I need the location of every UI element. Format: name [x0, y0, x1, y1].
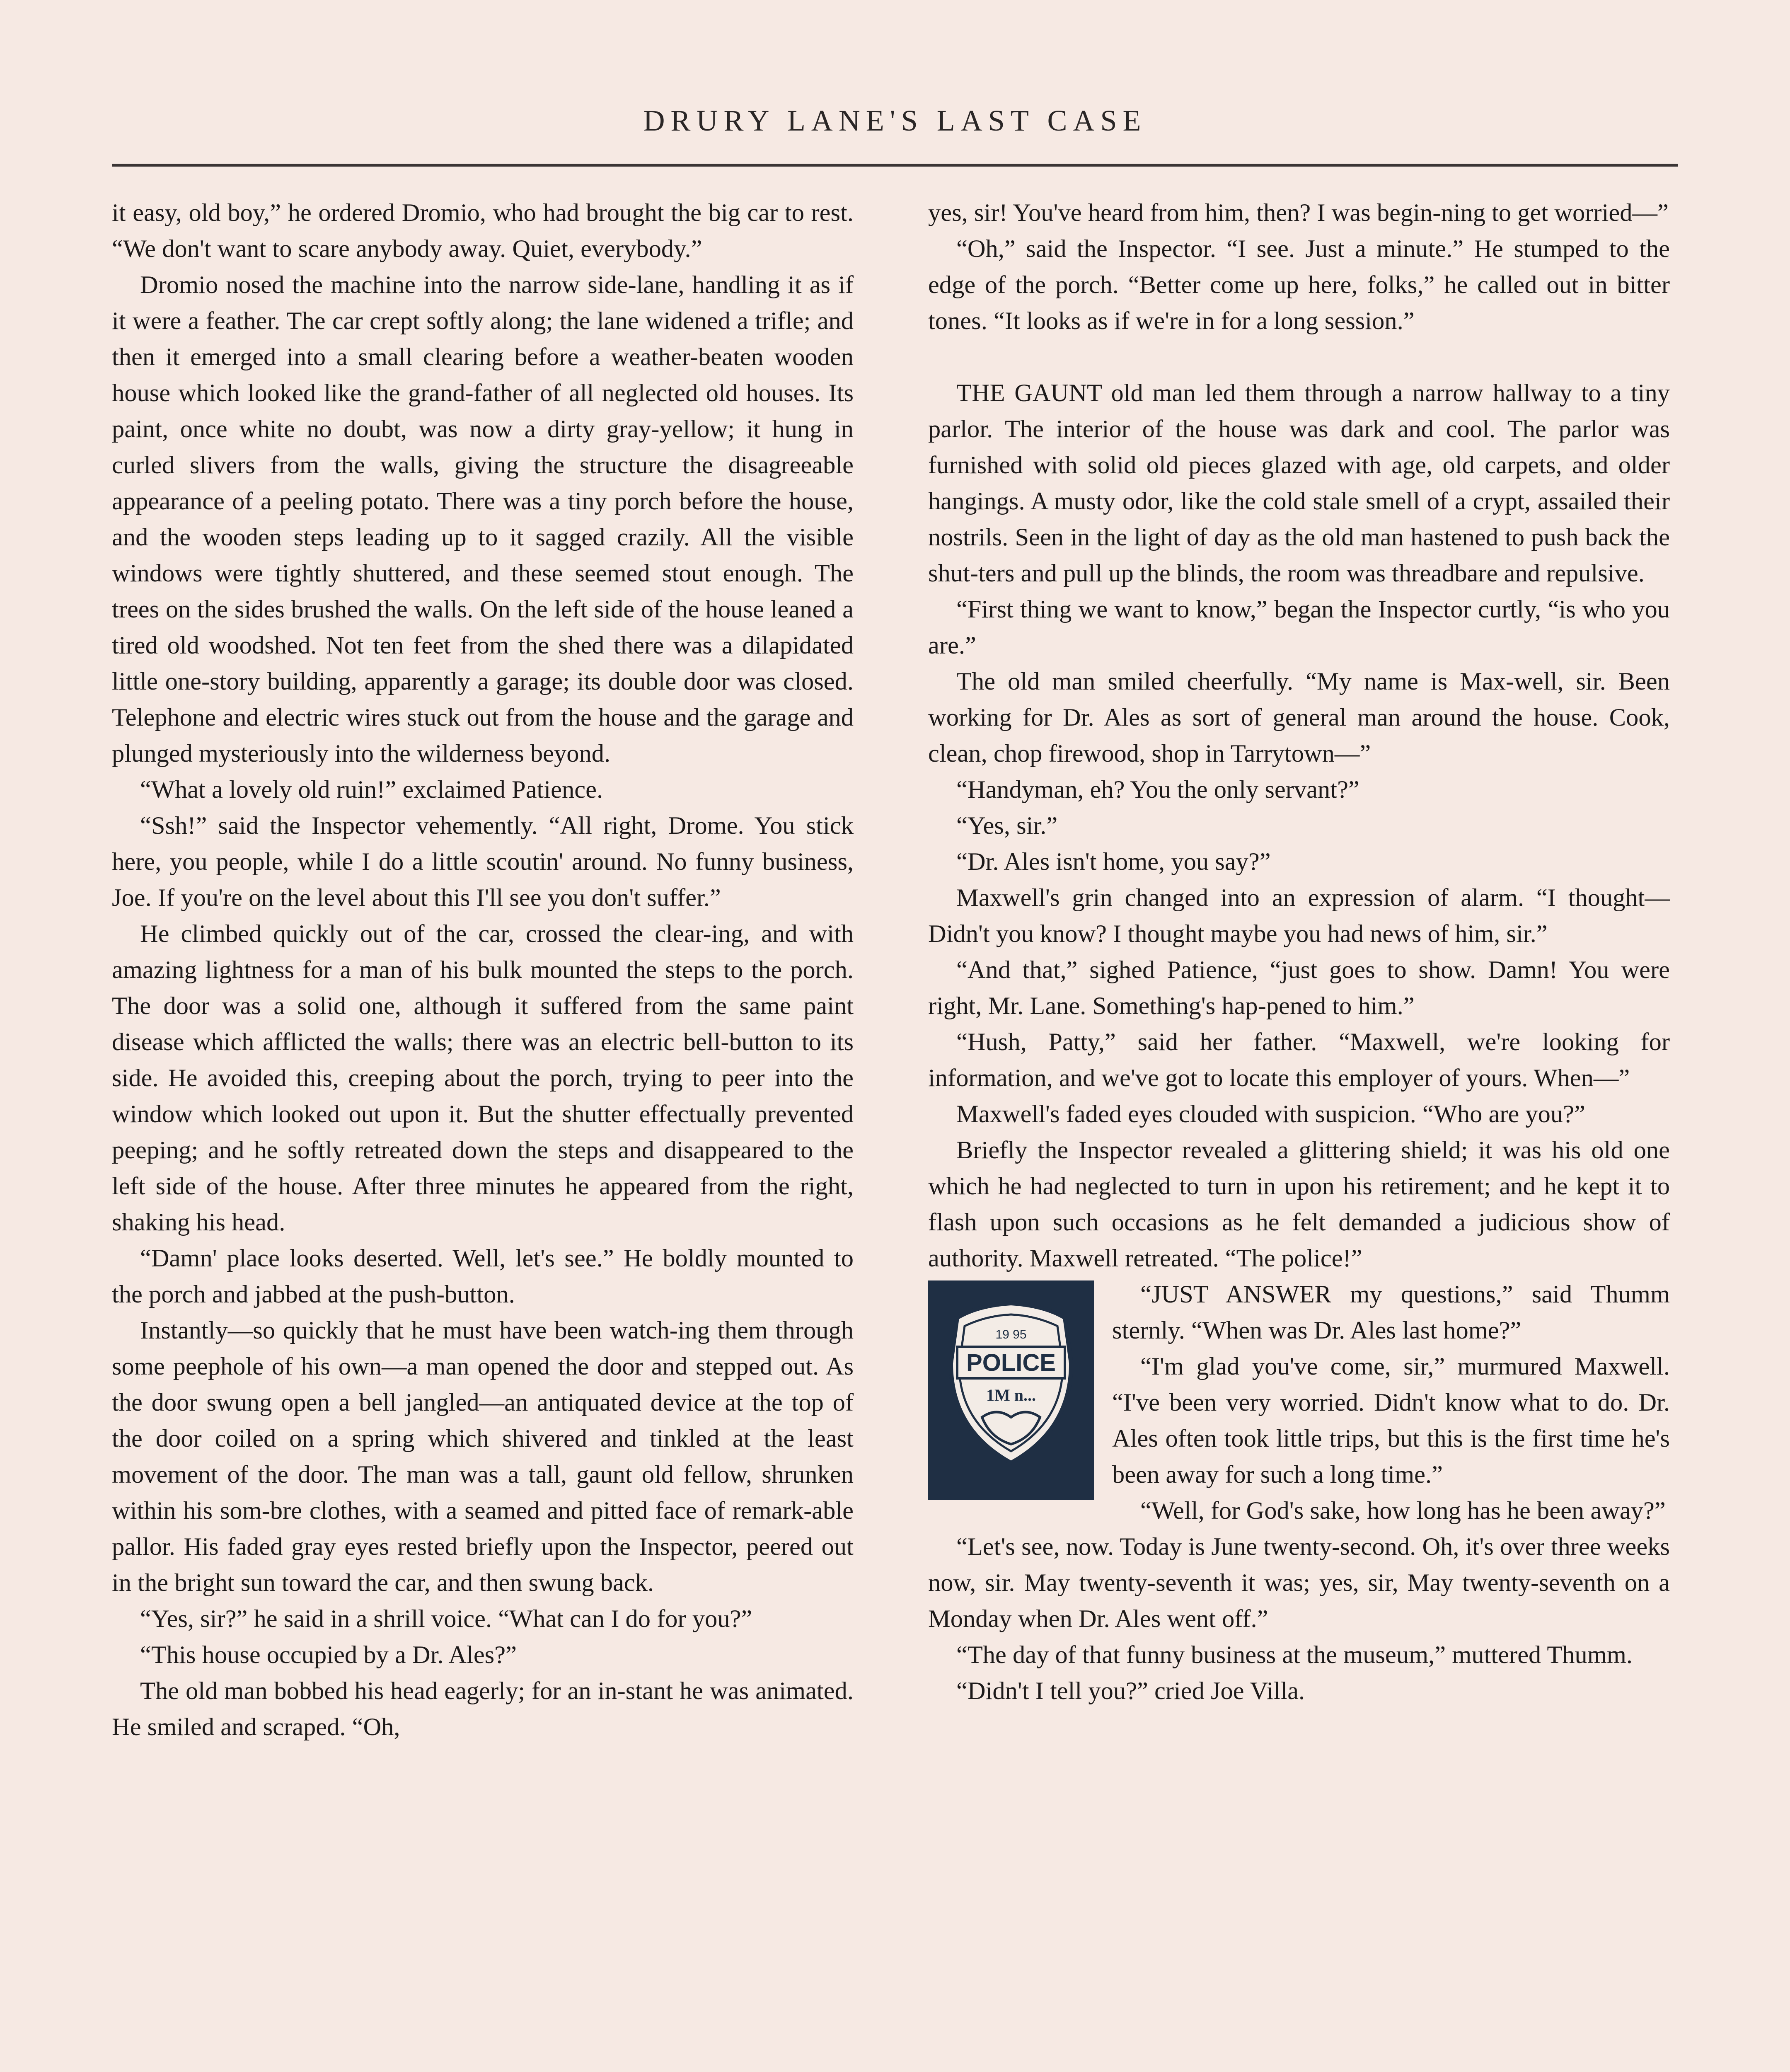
paragraph: Briefly the Inspector revealed a glittering shield; it was his old one which he had neglected to turn in upon his retirement; and he kept it to flash upon such occasions as he felt demanded a judicious show of authority. Maxwell retreated. “The police!”	[928, 1136, 1670, 1272]
paragraph: it easy, old boy,” he ordered Dromio, who had brought the big car to rest. “We don't want to scare anybody away. Quiet, everybody.”	[112, 199, 854, 263]
paragraph: “Didn't I tell you?” cried Joe Villa.	[956, 1677, 1305, 1705]
paragraph: He climbed quickly out of the car, crossed the clear-ing, and with amazing lightness for a man of his bulk mounted the steps to the porch. The door was a solid one, although it suffered from the same paint disease which afflicted the walls; there was an electric bell-button to its side. He avoided this, creeping about the porch, trying to peer into the window which looked out upon it. But the shutter effectually prevented peeping; and he softly retreated down the steps and disappeared to the left side of the house. After three minutes he appeared from the right, shaking his head.	[112, 920, 854, 1236]
paragraph: Instantly—so quickly that he must have been watch-ing them through some peephole of his own—a man opened the door and stepped out. As the door swung open a bell jangled—an antiquated device at the top of the door coiled on a spring which shivered and tinkled at the least movement of the door. The man was a tall, gaunt old fellow, shrunken within his som-bre clothes, with a seamed and pitted face of remark-able pallor. His faded gray eyes rested briefly upon the Inspector, peered out in the bright sun toward the car, and then swung back.	[112, 1317, 854, 1597]
badge-police-text: POLICE	[966, 1349, 1056, 1376]
paragraph: “The day of that funny business at the museum,” muttered Thumm.	[956, 1641, 1633, 1669]
paragraph: “What a lovely old ruin!” exclaimed Patience.	[140, 776, 603, 804]
paragraph: Dromio nosed the machine into the narrow side-lane, handling it as if it were a feather. The car crept softly along; the lane widened a trifle; and then it emerged into a small clearing before a weather-beaten wooden house which looked like the grand-father of all neglected old houses. Its paint, once white no doubt, was now a dirty gray-yellow; it hung in curled slivers from the walls, giving the structure the disagreeable appearance of a peeling potato. There was a tiny porch before the house, and the wooden steps leading up to it sagged crazily. All the visible windows were tightly shuttered, and these seemed stout enough. The trees on the sides brushed the walls. On the left side of the house leaned a tired old woodshed. Not ten feet from the shed there was a dilapidated little one-story building, apparently a garage; its double door was closed. Telephone and electric wires stuck out from the house and the garage and plunged mysteriously into the wilderness beyond.	[112, 271, 854, 767]
paragraph: Maxwell's faded eyes clouded with suspicion. “Who are you?”	[956, 1100, 1585, 1128]
paragraph: The old man bobbed his head eagerly; for an in-stant he was animated. He smiled and scraped. “Oh,	[112, 1677, 854, 1741]
paragraph: “Let's see, now. Today is June twenty-second. Oh, it's over three weeks now, sir. May twenty-seventh it was; yes, sir, May twenty-seventh on a Monday when Dr. Ales went off.”	[928, 1533, 1670, 1633]
paragraph: “Ssh!” said the Inspector vehemently. “All right, Drome. You stick here, you people, while I do a little scoutin' around. No funny business, Joe. If you're on the level about this I'll see you don't suffer.”	[112, 812, 854, 912]
paragraph: “I'm glad you've come, sir,” murmured Maxwell. “I've been very worried. Didn't know what to do. Dr. Ales often took little trips, but this is the first time he's been away for such a long time.”	[1112, 1353, 1670, 1489]
left-column	[112, 195, 854, 1745]
police-badge-illustration	[928, 1280, 1094, 1500]
running-head: DRURY LANE'S LAST CASE	[643, 104, 1147, 137]
paragraph: The old man smiled cheerfully. “My name is Max-well, sir. Been working for Dr. Ales as sort of general man around the house. Cook, clean, chop firewood, shop in Tarrytown—”	[928, 668, 1670, 767]
paragraph: “Well, for God's sake, how long has he been away?”	[1140, 1497, 1666, 1525]
paragraph: “And that,” sighed Patience, “just goes to show. Damn! You were right, Mr. Lane. Something's hap-pened to him.”	[928, 956, 1670, 1020]
paragraph: “Handyman, eh? You the only servant?”	[956, 776, 1359, 804]
paragraph: “Oh,” said the Inspector. “I see. Just a minute.” He stumped to the edge of the porch. “Better come up here, folks,” he called out in bitter tones. “It looks as if we're in for a long session.”	[928, 235, 1670, 335]
paragraph: “Yes, sir?” he said in a shrill voice. “What can I do for you?”	[140, 1605, 752, 1633]
right-column	[928, 195, 1670, 1709]
paragraph: “Dr. Ales isn't home, you say?”	[956, 848, 1271, 876]
police-badge-icon	[928, 1280, 1094, 1500]
paragraph: “JUST ANSWER my questions,” said Thumm sternly. “When was Dr. Ales last home?”	[1112, 1280, 1670, 1344]
badge-top-text: 19 95	[995, 1328, 1027, 1341]
paragraph: “Yes, sir.”	[956, 812, 1058, 840]
header-rule	[112, 164, 1678, 167]
paragraph: “First thing we want to know,” began the Inspector curtly, “is who you are.”	[928, 595, 1670, 659]
paragraph: yes, sir! You've heard from him, then? I was begin-ning to get worried—”	[928, 199, 1669, 227]
paragraph: Maxwell's grin changed into an expression of alarm. “I thought— Didn't you know? I thought maybe you had news of him, sir.”	[928, 884, 1670, 948]
paragraph: “Hush, Patty,” said her father. “Maxwell, we're looking for information, and we've got to locate this employer of yours. When—”	[928, 1028, 1670, 1092]
badge-number-text: 1M n...	[986, 1386, 1036, 1404]
paragraph: “This house occupied by a Dr. Ales?”	[140, 1641, 517, 1669]
paragraph: “Damn' place looks deserted. Well, let's see.” He boldly mounted to the porch and jabbed at the push-button.	[112, 1244, 854, 1308]
section-paragraph: THE GAUNT old man led them through a narrow hallway to a tiny parlor. The interior of the house was dark and cool. The parlor was furnished with solid old pieces glazed with age, old carpets, and older hangings. A musty odor, like the cold stale smell of a crypt, assailed their nostrils. Seen in the light of day as the old man hastened to push back the shut-ters and pull up the blinds, the room was threadbare and repulsive.	[928, 379, 1670, 587]
